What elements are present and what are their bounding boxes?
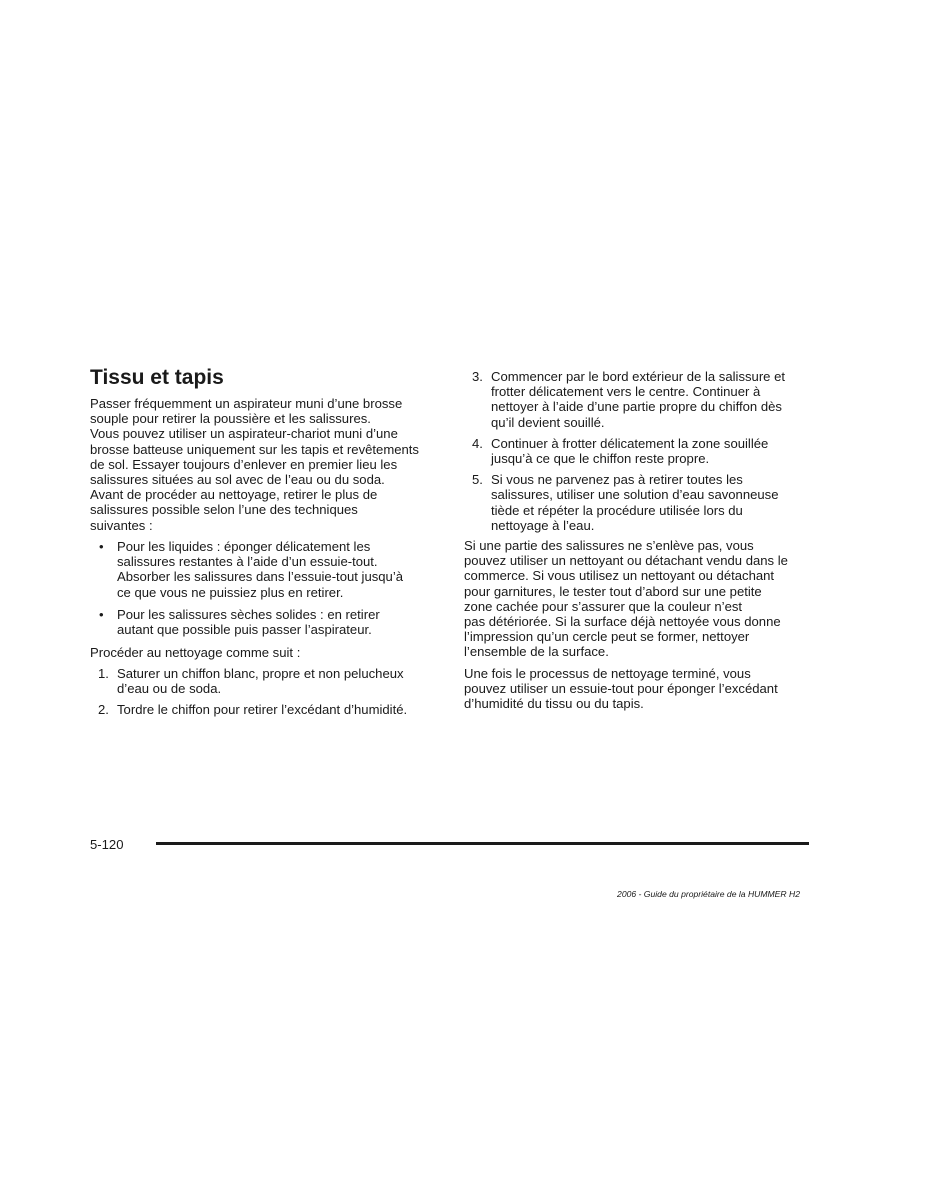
text-line: pouvez utiliser un essuie-tout pour éponger l’excédant: [464, 681, 778, 697]
text-line: commerce. Si vous utilisez un nettoyant ou détachant: [464, 568, 775, 584]
text-line: autant que possible puis passer l’aspirateur.: [117, 622, 372, 638]
list-item: [90, 702, 407, 717]
text-line: Vous pouvez utiliser un aspirateur-chariot muni d’une: [90, 426, 398, 442]
text-line: Continuer à frotter délicatement la zone souillée: [491, 435, 769, 451]
text-line: jusqu’à ce que le chiffon reste propre.: [491, 451, 710, 467]
text-line: brosse batteuse uniquement sur les tapis et revêtements: [90, 441, 419, 457]
text-line: salissures restantes à l’aide d’un essuie-tout.: [117, 554, 378, 570]
list-item: [90, 666, 407, 696]
bullet-mark: •: [99, 606, 104, 622]
text-line: suivantes :: [90, 517, 153, 533]
text-line: qu’il devient souillé.: [491, 414, 605, 430]
text-line: Une fois le processus de nettoyage terminé, vous: [464, 666, 751, 681]
page-number: 5-120: [90, 837, 124, 852]
footer-divider: [156, 842, 809, 845]
text-line: d’humidité du tissu ou du tapis.: [464, 696, 644, 712]
text-line: souple pour retirer la poussière et les salissures.: [90, 411, 371, 427]
intro-paragraph: [90, 396, 435, 533]
text-line: Pour les liquides : éponger délicatement les: [117, 539, 371, 554]
step-list-left: [90, 666, 407, 718]
text-line: l’impression qu’un cercle peut se former, nettoyer: [464, 629, 750, 645]
text-line: salissures situées au sol avec de l’eau ou du soda.: [90, 472, 385, 488]
step-list-right: [464, 369, 785, 533]
footer-caption: 2006 - Guide du propriétaire de la HUMMER H2: [617, 889, 800, 899]
text-line: salissures, utiliser une solution d’eau savonneuse: [491, 487, 779, 503]
text-line: pas détériorée. Si la surface déjà nettoyée vous donne: [464, 614, 781, 630]
procedure-intro: Procéder au nettoyage comme suit :: [90, 645, 301, 660]
section-title: Tissu et tapis: [90, 366, 224, 389]
text-line: Si vous ne parvenez pas à retirer toutes les: [491, 472, 743, 488]
text-line: l’ensemble de la surface.: [464, 644, 609, 660]
list-item: [90, 539, 403, 600]
text-line: frotter délicatement vers le centre. Continuer à: [491, 384, 761, 400]
bullet-mark: •: [99, 539, 104, 554]
finish-paragraph: [464, 666, 814, 712]
text-line: Avant de procéder au nettoyage, retirer le plus de: [90, 487, 378, 503]
text-line: salissures possible selon l’une des techniques: [90, 502, 358, 518]
text-line: Absorber les salissures dans l’essuie-tout jusqu’à: [117, 569, 404, 585]
step-number: 3.: [472, 369, 483, 384]
step-number: 5.: [472, 472, 483, 488]
text-line: nettoyer à l’aide d’une partie propre du chiffon dès: [491, 399, 782, 415]
step-number: 1.: [98, 666, 109, 681]
list-item: [464, 369, 785, 430]
text-line: Tordre le chiffon pour retirer l’excédant d’humidité.: [117, 702, 408, 718]
step-number: 4.: [472, 435, 483, 451]
text-line: Commencer par le bord extérieur de la salissure et: [491, 369, 786, 384]
detergent-paragraph: [464, 538, 814, 660]
text-line: Pour les salissures sèches solides : en retirer: [117, 606, 380, 622]
text-line: pour garnitures, le tester tout d’abord sur une petite: [464, 583, 762, 599]
text-line: d’eau ou de soda.: [117, 681, 222, 697]
text-line: tiède et répéter la procédure utilisée lors du: [491, 502, 743, 518]
list-item: [90, 607, 403, 637]
list-item: [464, 436, 785, 466]
technique-bullet-list: [90, 539, 403, 637]
text-line: nettoyage à l’eau.: [491, 517, 595, 533]
text-line: de sol. Essayer toujours d’enlever en premier lieu les: [90, 456, 398, 472]
text-line: Passer fréquemment un aspirateur muni d’une brosse: [90, 396, 403, 411]
text-line: pouvez utiliser un nettoyant ou détachant vendu dans le: [464, 553, 788, 569]
list-item: [464, 472, 785, 533]
text-line: ce que vous ne puissiez plus en retirer.: [117, 584, 344, 600]
text-line: Saturer un chiffon blanc, propre et non pelucheux: [117, 666, 404, 681]
text-line: zone cachée pour s’assurer que la couleur n’est: [464, 598, 743, 614]
step-number: 2.: [98, 702, 109, 718]
text-line: Si une partie des salissures ne s’enlève pas, vous: [464, 538, 754, 553]
